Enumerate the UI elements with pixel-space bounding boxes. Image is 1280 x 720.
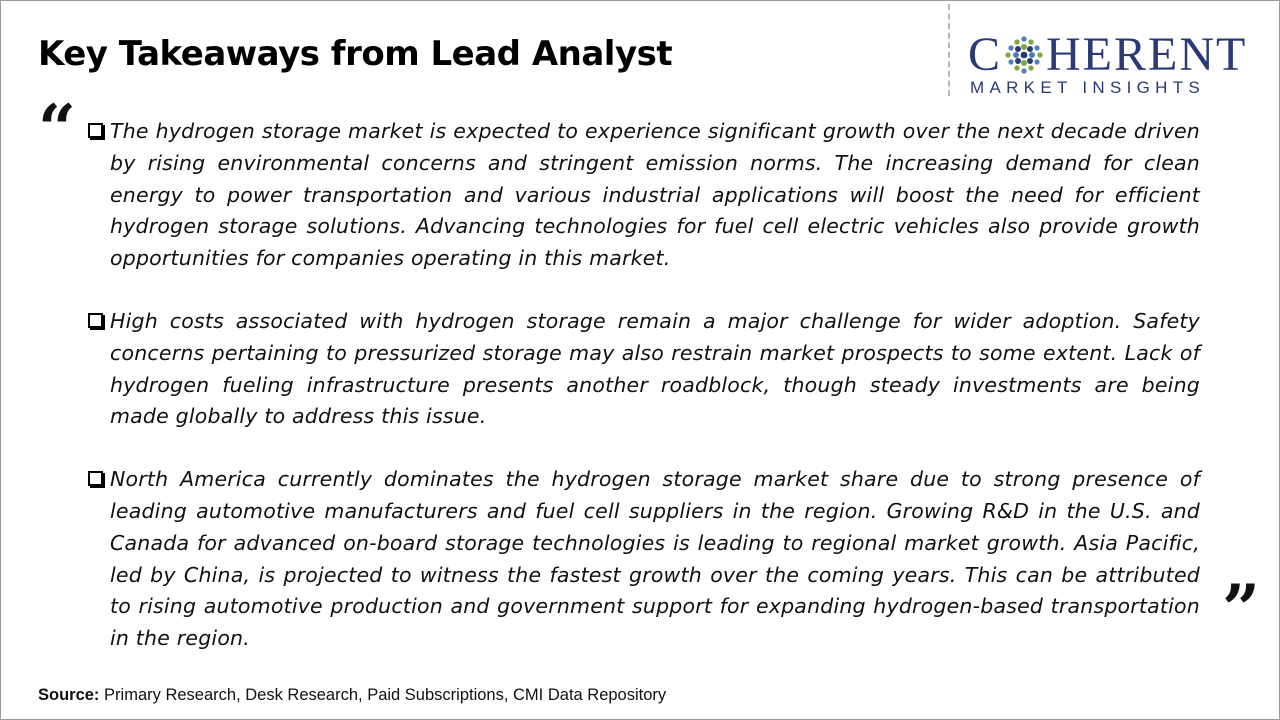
page-title: Key Takeaways from Lead Analyst [38, 34, 673, 74]
bullet-text: North America currently dominates the hydrogen storage market share due to strong presence of leading automotive manufacturers and fuel cell suppliers in the region. Growing R&D in the U.S. and Canada for advanced on-board storage technologies is leading to regional market growth. Asia Pacific, led by China, is projected to witness the fastest growth over the coming years. This can be attributed to rising automotive production and government support for expanding hydrogen-based transportation in the region. [110, 467, 1200, 651]
source-text: Primary Research, Desk Research, Paid Subscriptions, CMI Data Repository [104, 686, 667, 704]
logo-wordmark [968, 30, 1247, 80]
dot-globe-icon [1003, 34, 1045, 76]
list-item [86, 116, 1200, 275]
logo-word-left: C [968, 28, 1003, 81]
list-item [86, 464, 1200, 655]
checkbox-bullet-icon [88, 313, 103, 328]
company-logo [968, 30, 1264, 100]
list-item [86, 306, 1200, 433]
logo-word-right: HERENT [1046, 28, 1248, 81]
source-label: Source: [38, 686, 100, 704]
logo-subtitle: MARKET INSIGHTS [970, 78, 1206, 97]
close-quote-icon: ” [1222, 570, 1260, 648]
bullet-text: High costs associated with hydrogen storage remain a major challenge for wider adoption. Safety concerns pertaining to pressurized storage may also restrain market prospects to some extent. Lack of hydrogen fueling infrastructure presents another roadblock, though steady investments are being made globally to address this issue. [110, 308, 1200, 429]
bullet-text: The hydrogen storage market is expected to experience significant growth over the next decade driven by rising environmental concerns and stringent emission norms. The increasing demand for clean energy to power transportation and various industrial applications will boost the need for efficient hydrogen storage solutions. Advancing technologies for fuel cell electric vehicles also provide growth opportunities for companies operating in this market. [110, 119, 1200, 271]
checkbox-bullet-icon [88, 471, 103, 486]
open-quote-icon: “ [38, 90, 76, 168]
source-note [38, 686, 666, 705]
takeaways-list [86, 116, 1200, 686]
logo-divider [948, 4, 950, 96]
checkbox-bullet-icon [88, 123, 103, 138]
